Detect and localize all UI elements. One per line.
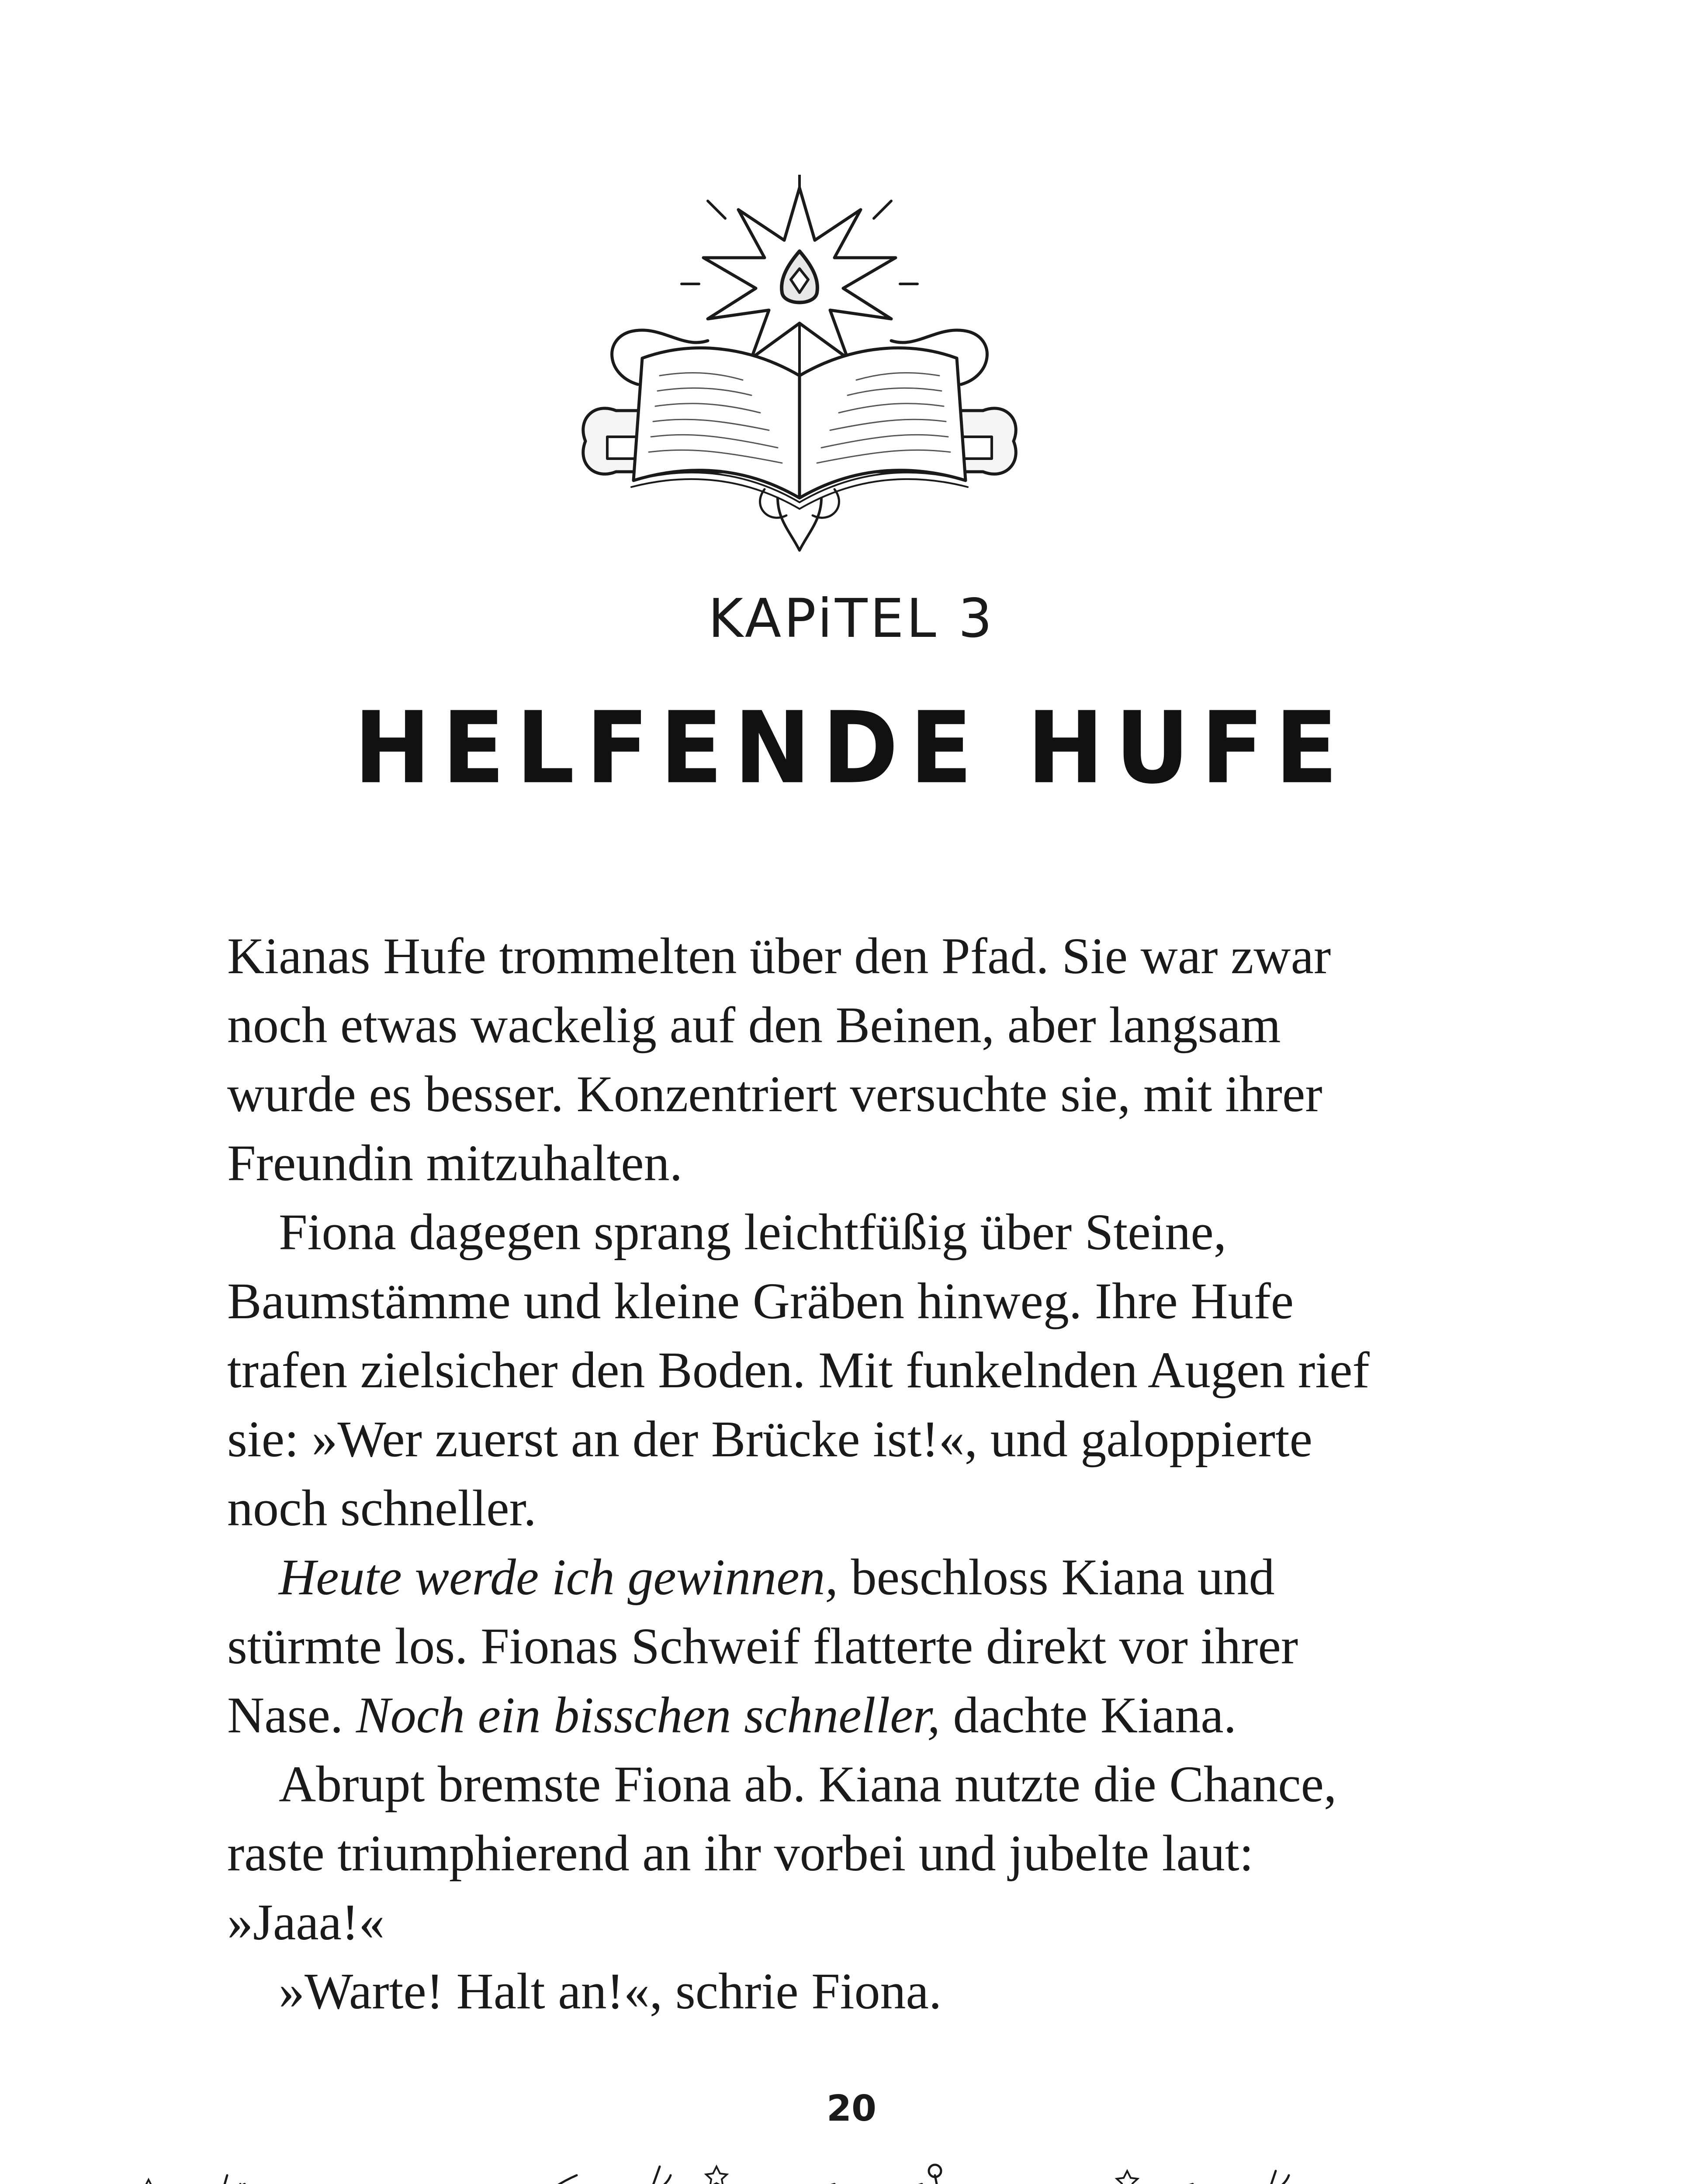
paragraph bbox=[227, 922, 1398, 1198]
paragraph bbox=[227, 1957, 1398, 2026]
chapter-label: KAPiTEL 3 bbox=[708, 587, 995, 650]
text-segment: Kianas Hufe trommelten über den Pfad. Sie war zwar noch etwas wackelig auf den Beinen, aber langsam wurde es besser. Konzentriert versuchte sie, mit ihrer Freundin mitzuhalten. bbox=[227, 927, 1331, 1192]
paragraph bbox=[227, 1543, 1398, 1750]
page-number: 20 bbox=[826, 2088, 877, 2129]
text-segment: Fiona dagegen sprang leichtfüßig über Steine, Baumstämme und kleine Gräben hinweg. Ihre Hufe trafen zielsicher den Boden. Mit funkelnden Augen rief sie: »Wer zuerst an der Brücke ist!«, und galoppierte noch schneller. bbox=[227, 1203, 1370, 1537]
text-segment: Abrupt bremste Fiona ab. Kiana nutzte die Chance, raste triumphierend an ihr vorbei und jubelte laut: »Jaaa!« bbox=[227, 1755, 1337, 1951]
italic-text-segment: Noch ein bisschen schneller, bbox=[356, 1686, 940, 1744]
text-segment: dachte Kiana. bbox=[940, 1686, 1237, 1744]
grass-and-hoofprints-border bbox=[0, 2149, 1703, 2184]
chapter-title: HELFENDE HUFE bbox=[354, 690, 1349, 806]
text-segment: beschloss Kiana und stürmte los. Fionas Schweif flatterte direkt vor ihrer Nase. bbox=[227, 1548, 1298, 1744]
body-text bbox=[227, 922, 1398, 2026]
open-book-with-radiant-gem-icon bbox=[559, 175, 1040, 559]
paragraph bbox=[227, 1198, 1398, 1543]
paragraph bbox=[227, 1750, 1398, 1957]
italic-text-segment: Heute werde ich gewinnen, bbox=[279, 1548, 838, 1606]
text-segment: »Warte! Halt an!«, schrie Fiona. bbox=[279, 1963, 942, 2020]
